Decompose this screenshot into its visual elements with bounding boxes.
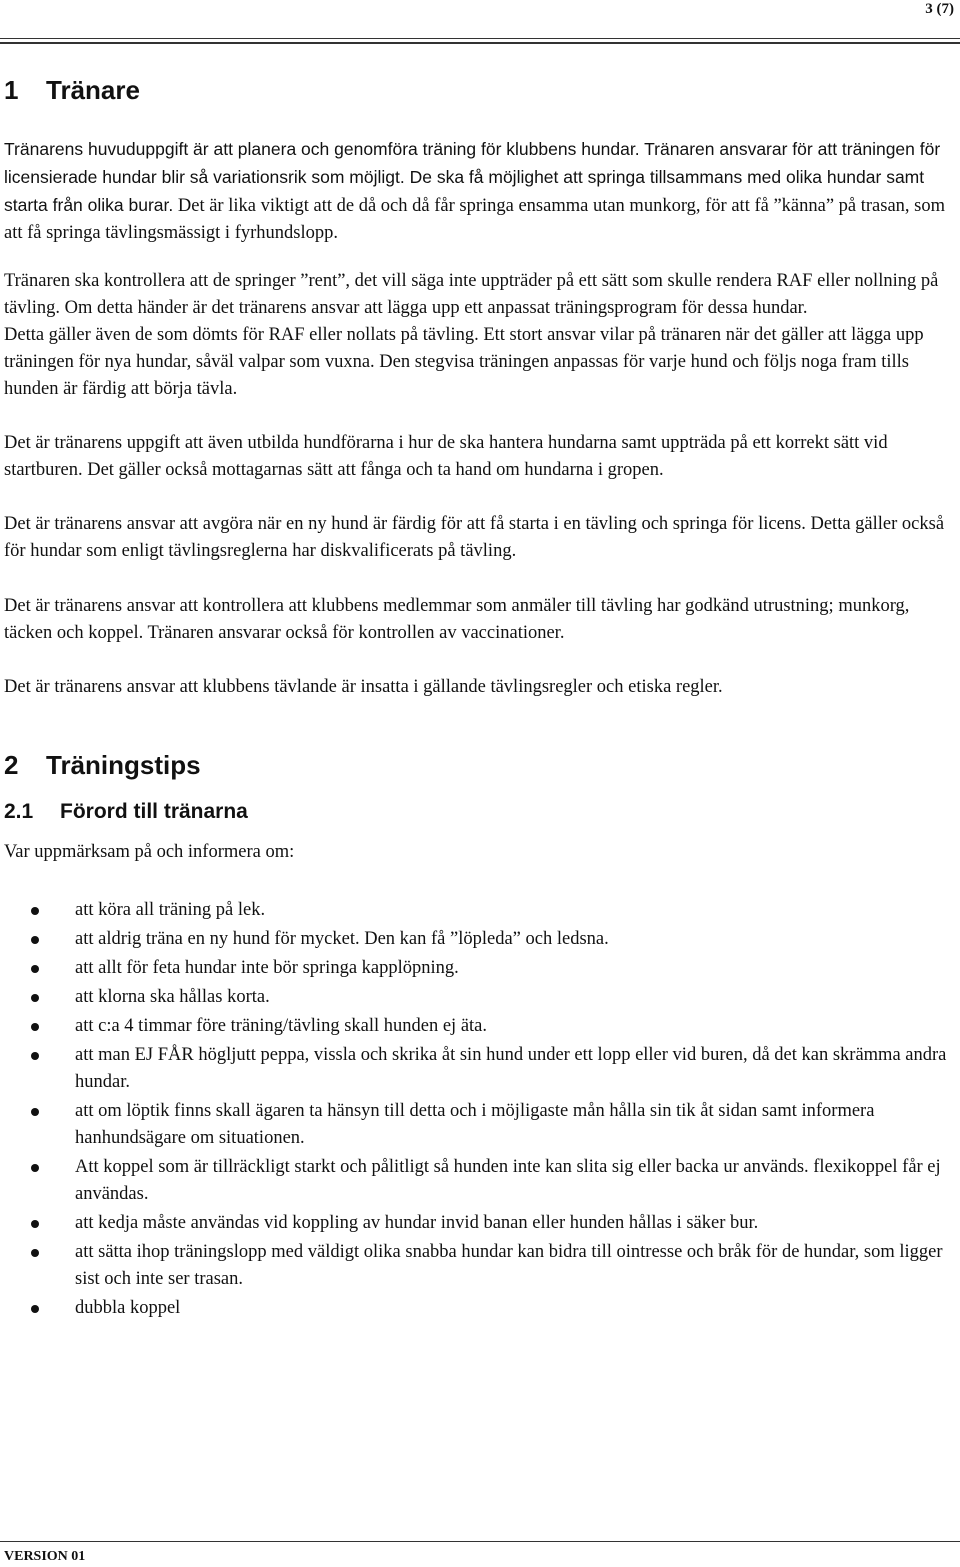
- list-item-text: att kedja måste användas vid koppling av hundar invid banan eller hunden hållas i säker bur.: [75, 1213, 759, 1233]
- section-1-number: 1: [4, 75, 19, 105]
- bullet-icon: [31, 1249, 39, 1257]
- list-item: [4, 984, 954, 1011]
- list-item: [4, 1239, 954, 1293]
- section-2-1-title: Förord till tränarna: [60, 800, 248, 823]
- list-item-text: att man EJ FÅR högljutt peppa, vissla och skrika åt sin hund under ett lopp eller vid buren, då det kan skrämma andra hundar.: [75, 1045, 947, 1092]
- footer-version: VERSION 01: [4, 1549, 86, 1564]
- list-item-text: att c:a 4 timmar före träning/tävling skall hunden ej äta.: [75, 1016, 488, 1036]
- section-2-number: 2: [4, 750, 19, 780]
- list-item: [4, 1295, 954, 1322]
- header-rule-thick: [0, 42, 960, 44]
- list-item-text: att klorna ska hållas korta.: [75, 987, 270, 1007]
- paragraph-6: Det är tränarens ansvar att klubbens tävlande är insatta i gällande tävlingsregler och etiska regler.: [4, 677, 723, 697]
- list-item-text: att allt för feta hundar inte bör springa kapplöpning.: [75, 958, 459, 978]
- section-2-1-number: 2.1: [4, 800, 34, 823]
- list-item-text: att om löptik finns skall ägaren ta hänsyn till detta och i möjligaste mån hålla sin tik åt sidan samt informera hanhundsägare om situationen.: [75, 1101, 875, 1148]
- list-item: [4, 955, 954, 982]
- paragraph-1: [4, 136, 954, 247]
- paragraph-1-part-b: Det är lika viktigt att de då och då får springa ensamma utan munkorg, för att få ”känna” på trasan, som att få springa tävlingsmässigt i fyrhundslopp.: [4, 196, 946, 243]
- list-item-text: dubbla koppel: [75, 1298, 181, 1318]
- list-item: [4, 926, 954, 953]
- bullet-icon: [31, 1220, 39, 1228]
- paragraph-5: Det är tränarens ansvar att kontrollera att klubbens medlemmar som anmäler till tävling har godkänd utrustning; munkorg, täcken och koppel. Tränaren ansvarar också för kontrollen av vaccinationer.: [4, 596, 910, 643]
- bullet-icon: [31, 907, 39, 915]
- bullet-icon: [31, 1164, 39, 1172]
- list-item: [4, 1042, 954, 1096]
- document-body: [4, 70, 954, 1324]
- bullet-icon: [31, 936, 39, 944]
- paragraph-4: Det är tränarens ansvar att avgöra när en ny hund är färdig för att få starta i en tävling och springa för licens. Detta gäller också för hundar som enligt tävlingsreglerna har diskvalificerats på tävling.: [4, 514, 945, 561]
- paragraph-1-part-a: Tränarens huvuduppgift är att planera och genomföra träning för klubbens hundar. Tränaren ansvarar för att träningen för licensierade hundar blir så variationsrik som möjligt. De ska få möjlighet att springa tillsammans med olika hundar samt starta från olika burar.: [4, 139, 941, 215]
- paragraph-2a: Tränaren ska kontrollera att de springer ”rent”, det vill säga inte uppträder på ett sätt som skulle rendera RAF eller nollning på tävling. Om detta händer är det tränarens ansvar att lägga upp ett anpassat träningsprogram för dessa hundar.: [4, 271, 939, 318]
- section-1-title: Tränare: [46, 75, 140, 105]
- page-number: 3 (7): [925, 1, 954, 17]
- list-item: [4, 1013, 954, 1040]
- bullet-icon: [31, 1023, 39, 1031]
- list-item-text: att köra all träning på lek.: [75, 900, 266, 920]
- paragraph-3: Det är tränarens uppgift att även utbilda hundförarna i hur de ska hantera hundarna samt uppträda på ett korrekt sätt vid startburen. Det gäller också mottagarnas sätt att fånga och ta hand om hundarna i gropen.: [4, 433, 888, 480]
- list-item: [4, 1210, 954, 1237]
- bullet-icon: [31, 965, 39, 973]
- list-item: [4, 1098, 954, 1152]
- list-item-text: Att koppel som är tillräckligt starkt och pålitligt så hunden inte kan slita sig eller backa ur används. flexikoppel får ej användas.: [75, 1157, 941, 1204]
- list-item: [4, 1154, 954, 1208]
- bullet-icon: [31, 1108, 39, 1116]
- section-2-heading: [4, 745, 954, 785]
- advice-list: [4, 897, 954, 1322]
- paragraph-2b: Detta gäller även de som dömts för RAF eller nollats på tävling. Ett stort ansvar vilar på tränaren när det gäller att lägga upp träningen för nya hundar, såväl valpar som vuxna. Den stegvisa träningen anpassas för varje hund och följs noga fram tills hunden är färdig att börja tävla.: [4, 325, 924, 399]
- section-2-1-heading: [4, 797, 954, 827]
- list-item-text: att aldrig träna en ny hund för mycket. Den kan få ”löpleda” och ledsna.: [75, 929, 609, 949]
- section-2-title: Träningstips: [46, 750, 201, 780]
- intro-text: Var uppmärksam på och informera om:: [4, 842, 295, 862]
- bullet-icon: [31, 994, 39, 1002]
- section-1-heading: [4, 70, 954, 110]
- list-item: [4, 897, 954, 924]
- footer-rule: [0, 1541, 960, 1542]
- bullet-icon: [31, 1305, 39, 1313]
- header-rule-thin: [0, 38, 960, 39]
- bullet-icon: [31, 1052, 39, 1060]
- list-item-text: att sätta ihop träningslopp med väldigt olika snabba hundar kan bidra till ointresse och bråk för de hundar, som ligger sist och inte ser trasan.: [75, 1242, 943, 1289]
